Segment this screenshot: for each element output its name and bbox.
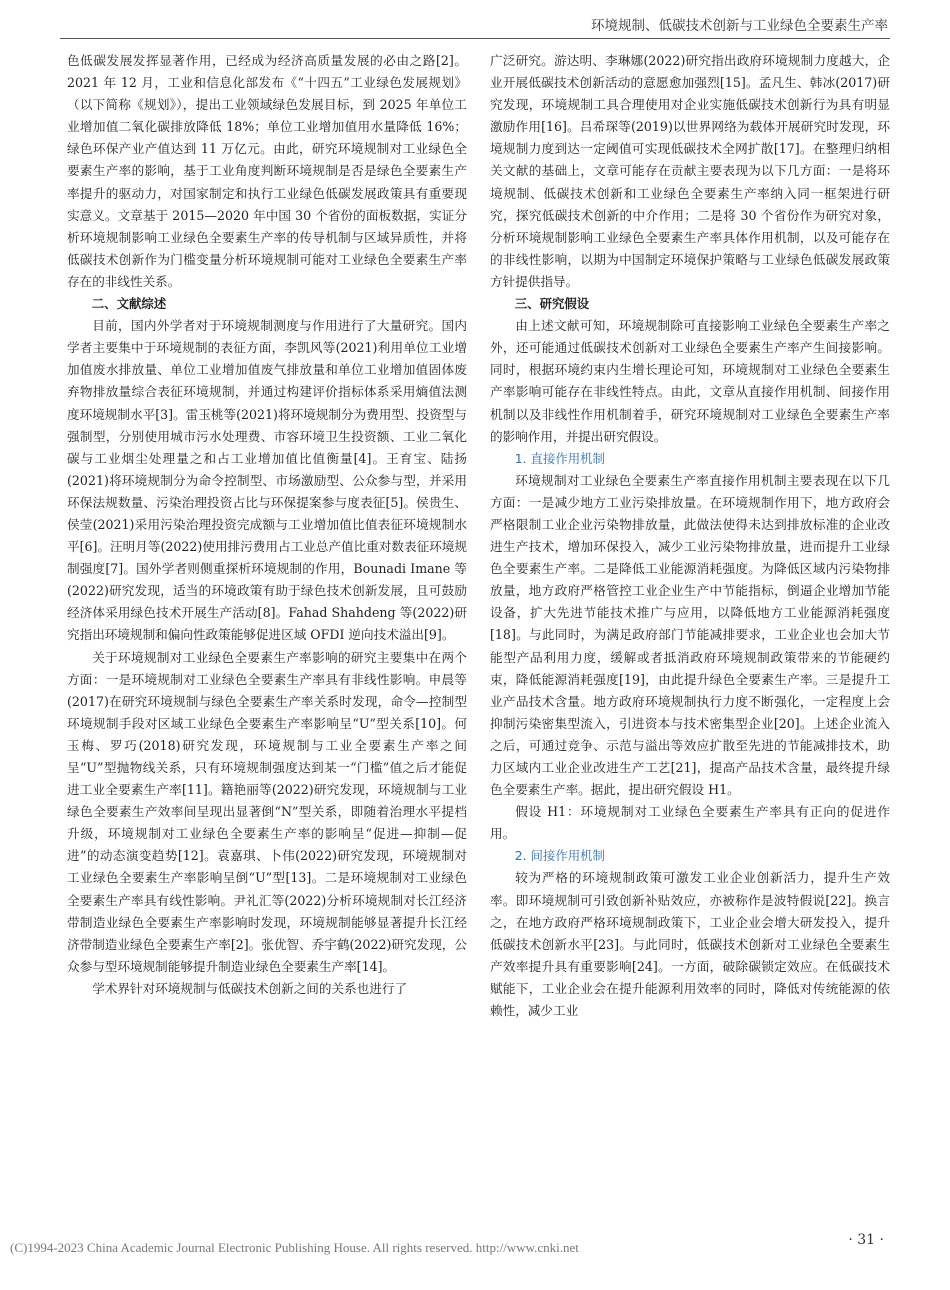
paragraph: 目前，国内外学者对于环境规制测度与作用进行了大量研究。国内学者主要集中于环境规制的表征方面，李凯风等(2021)利用单位工业增加值废水排放量、单位工业增加值废气排放量和单位工业增加值固体废弃物排放量综合表征环境规制，并通过构建评价指标体系采用熵值法测度环境规制水平[3]。雷玉桃等(2021)将环境规制分为费用型、投资型与强制型，分别使用城市污水处理费、市容环境卫生投资额、工业二氧化碳与工业烟尘处理量之和占工业增加值比值衡量[4]。王育宝、陆扬(2021)将环境规制分为命令控制型、市场激励型、公众参与型，并采用环保法规数量、污染治理投资占比与环保提案参与度表征[5]。侯贵生、侯莹(2021)采用污染治理投资完成额与工业增加值比值表征环境规制水平[6]。汪明月等(2022)使用排污费用占工业总产值比重对数表征环境规制强度[7]。国外学者则侧重探析环境规制的作用，Bounadi Imane 等(2022)研究发现，适当的环境政策有助于绿色技术创新发展，且可鼓励经济体采用绿色技术开展生产活动[8]。Fahad Shahdeng 等(2022)研究指出环境规制和偏向性政策能够促进区域 OFDI 逆向技术溢出[9]。 bbox=[67, 318, 467, 643]
section-heading-hypotheses: 三、研究假设 bbox=[514, 296, 590, 312]
section-heading-literature-review: 二、文献综述 bbox=[91, 296, 167, 312]
paragraph: 关于环境规制对工业绿色全要素生产率影响的研究主要集中在两个方面：一是环境规制对工业绿色全要素生产率具有非线性影响。申晨等(2017)在研究环境规制与绿色全要素生产率关系时发现，命令—控制型环境规制手段对区域工业绿色全要素生产率影响呈“U”型关系[10]。何玉梅、罗巧(2018)研究发现，环境规制与工业全要素生产率之间呈“U”型抛物线关系，只有环境规制强度达到某一“门槛”值之后才能促进工业全要素生产率[11]。籍艳丽等(2022)研究发现，环境规制与工业绿色全要素生产效率间呈现出显著倒“N”型关系，即随着治理水平提档升级，环境规制对工业绿色全要素生产率的影响呈“促进—抑制—促进”的动态演变趋势[12]。袁嘉琪、卜伟(2022)研究发现，环境规制对工业绿色全要素生产率影响呈倒“U”型[13]。二是环境规制对工业绿色全要素生产率具有线性影响。尹礼汇等(2022)分析环境规制对长江经济带制造业绿色全要素生产率影响时发现，环境规制能够显著提升长江经济带制造业绿色全要素生产率[2]。张优智、乔宇鹤(2022)研究发现，公众参与型环境规制能够提升制造业绿色全要素生产率[14]。 bbox=[67, 649, 467, 974]
page-number: · 31 · bbox=[848, 1232, 884, 1248]
paragraph: 色低碳发展发挥显著作用，已经成为经济高质量发展的必由之路[2]。2021 年 12 月，工业和信息化部发布《“十四五”工业绿色发展规划》（以下简称《规划》），提出工业领域绿色发展目标，到 2025 年单位工业增加值二氧化碳排放降低 18%；单位工业增加值用水量降低 16%；绿色环保产业产值达到 11 万亿元。由此，研究环境规制对工业绿色全要素生产率的影响，基于工业角度判断环境规制是否是绿色全要素生产率提升的驱动力，对国家制定和执行工业绿色低碳发展政策具有重要现实意义。文章基于 2015—2020 年中国 30 个省份的面板数据，实证分析环境规制影响工业绿色全要素生产率的传导机制与区域异质性，并将低碳技术创新作为门槛变量分析环境规制可能对工业绿色全要素生产率存在的非线性关系。 bbox=[67, 53, 467, 289]
running-title: 环境规制、低碳技术创新与工业绿色全要素生产率 bbox=[591, 18, 888, 34]
copyright-footer: (C)1994-2023 China Academic Journal Electronic Publishing House. All rights reserved. http://www.cnki.net bbox=[10, 1240, 579, 1255]
header-rule bbox=[60, 38, 890, 39]
hypothesis-h1: 假设 H1：环境规制对工业绿色全要素生产率具有正向的促进作用。 bbox=[490, 804, 890, 842]
right-column bbox=[490, 50, 890, 1022]
subsection-heading-direct-mechanism: 1. 直接作用机制 bbox=[514, 450, 605, 466]
paragraph: 环境规制对工业绿色全要素生产率直接作用机制主要表现在以下几方面：一是减少地方工业污染排放量。在环境规制作用下，地方政府会严格限制工业企业污染物排放量，此做法使得未达到排放标准的企业改进生产技术，增加环保投入，减少工业污染物排放量，进而提升工业绿色全要素生产率。二是降低工业能源消耗强度。为降低区域内污染物排放量，地方政府严格管控工业企业生产中节能指标，倒逼企业增加节能设备，扩大先进节能技术推广与应用，以降低地方工业能源消耗强度[18]。与此同时，为满足政府部门节能减排要求，工业企业也会加大节能型产品利用力度，缓解或者抵消政府环境规制政策带来的节能硬约束，降低能源消耗强度[19]，由此提升绿色全要素生产率。三是提升工业产品技术含量。地方政府环境规制执行力度不断强化，一定程度上会抑制污染密集型流入，引进资本与技术密集型企业[20]。上述企业流入之后，可通过竞争、示范与溢出等效应扩散至先进的节能减排技术，助力区域内工业企业改进生产工艺[21]，提高产品技术含量，最终提升绿色全要素生产率。据此，提出研究假设 H1。 bbox=[490, 472, 890, 798]
paragraph: 学术界针对环境规制与低碳技术创新之间的关系也进行了 bbox=[92, 980, 408, 996]
subsection-heading-indirect-mechanism: 2. 间接作用机制 bbox=[514, 848, 605, 864]
paragraph: 由上述文献可知，环境规制除可直接影响工业绿色全要素生产率之外，还可能通过低碳技术创新对工业绿色全要素生产率产生间接影响。同时，根据环境约束内生增长理论可知，环境规制对工业绿色全要素生产率影响可能存在非线性特点。由此，文章从直接作用机制、间接作用机制以及非线性作用机制着手，研究环境规制对工业绿色全要素生产率的影响作用，并提出研究假设。 bbox=[490, 318, 890, 444]
left-column bbox=[67, 50, 467, 1000]
paragraph: 较为严格的环境规制政策可激发工业企业创新活力，提升生产效率。即环境规制可引致创新补贴效应，亦被称作是波特假说[22]。换言之，在地方政府严格环境规制政策下，工业企业会增大研发投入，提升低碳技术创新水平[23]。与此同时，低碳技术创新对工业绿色全要素生产效率提升具有重要影响[24]。一方面，破除碳锁定效应。在低碳技术赋能下，工业企业会在提升能源利用效率的同时，降低对传统能源的依赖性，减少工业 bbox=[490, 870, 890, 1019]
paragraph: 广泛研究。游达明、李琳娜(2022)研究指出政府环境规制力度越大，企业开展低碳技术创新活动的意愿愈加强烈[15]。孟凡生、韩冰(2017)研究发现，环境规制工具合理使用对企业实施低碳技术创新行为具有明显激励作用[16]。吕希琛等(2019)以世界网络为载体开展研究时发现，环境规制力度到达一定阈值可实现低碳技术全网扩散[17]。在整理归纳相关文献的基础上，文章可能存在贡献主要表现为以下几方面：一是将环境规制、低碳技术创新和工业绿色全要素生产率纳入同一框架进行研究，探究低碳技术创新的中介作用；二是将 30 个省份作为研究对象，分析环境规制影响工业绿色全要素生产率具体作用机制，以及可能存在的非线性影响，以期为中国制定环境保护策略与工业绿色低碳发展政策方针提供指导。 bbox=[490, 53, 890, 289]
